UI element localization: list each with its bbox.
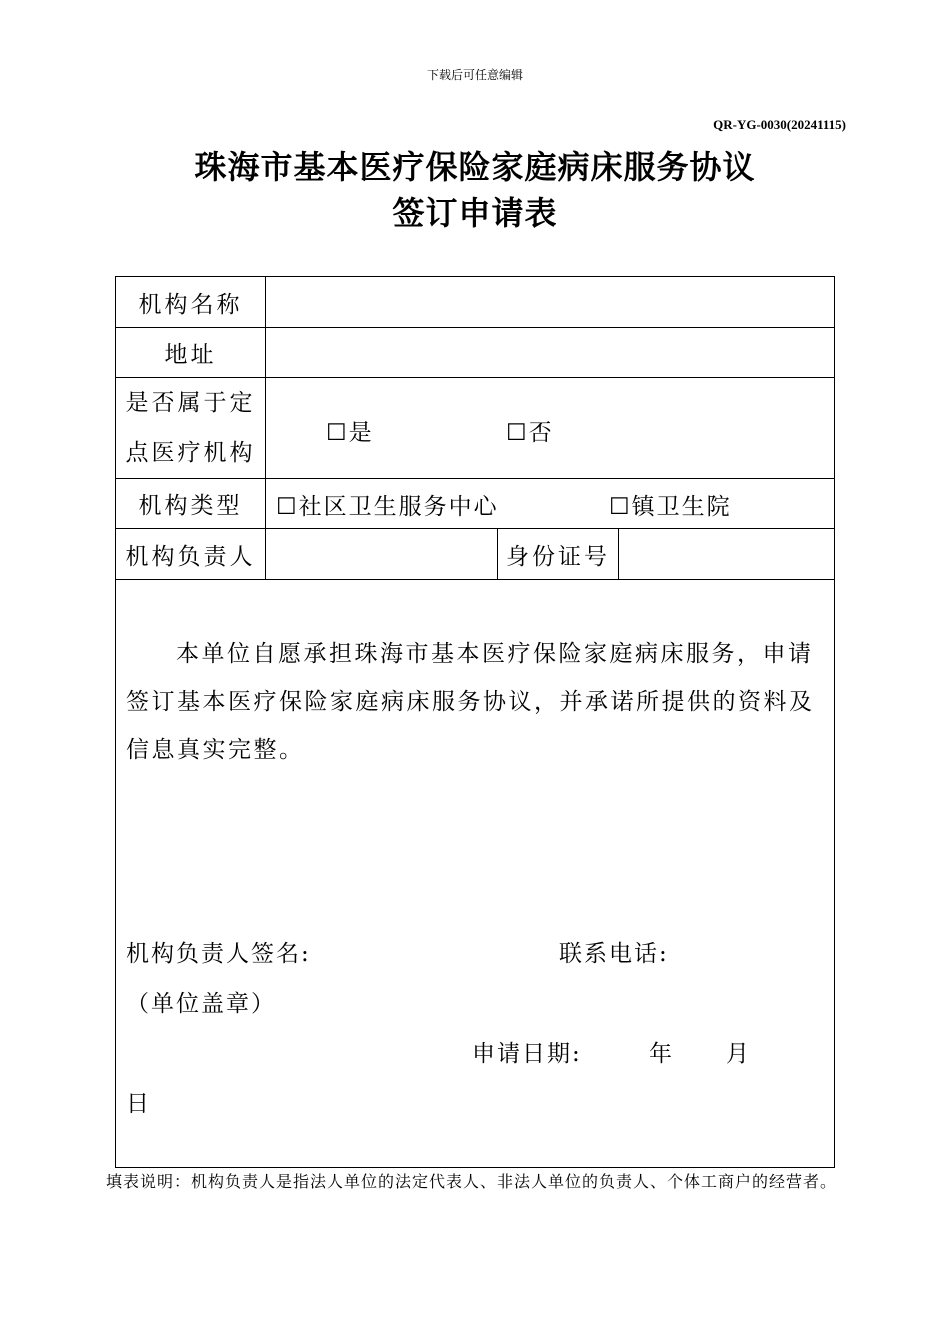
date-label: 申请日期:: [472, 1041, 582, 1067]
address-label: 地址: [164, 342, 217, 368]
org-type-label: 机构类型: [138, 493, 243, 519]
declaration-text: [126, 630, 826, 774]
town-hospital-checkbox[interactable]: ☐镇卫生院: [609, 494, 732, 520]
designated-yes-checkbox[interactable]: ☐是: [326, 420, 374, 446]
id-number-label: 身份证号: [506, 543, 610, 570]
head-label: 机构负责人: [125, 543, 256, 570]
signature-label: 机构负责人签名:: [126, 941, 311, 967]
designated-label-line2: 点医疗机构: [125, 440, 256, 466]
org-name-label: 机构名称: [138, 291, 243, 318]
designated-label: [116, 378, 265, 478]
declaration-paragraph: 本单位自愿承担珠海市基本医疗保险家庭病床服务，申请签订基本医疗保险家庭病床服务协议，并承诺所提供的资料及信息真实完整。: [126, 641, 815, 763]
page-subtitle: 签订申请表: [392, 194, 558, 232]
community-health-center-checkbox[interactable]: ☐社区卫生服务中心: [276, 494, 499, 520]
page-title: 珠海市基本医疗保险家庭病床服务协议: [194, 148, 756, 186]
phone-label: 联系电话:: [559, 941, 669, 967]
head-field[interactable]: [266, 529, 497, 579]
footer-instructions: 填表说明：机构负责人是指法人单位的法定代表人、非法人单位的负责人、个体工商户的经营者。: [106, 1172, 838, 1191]
application-form: [115, 276, 835, 1168]
org-name-field[interactable]: [266, 277, 834, 327]
header-note: 下载后可任意编辑: [426, 68, 523, 82]
year-label: 年: [649, 1041, 674, 1067]
day-label: 日: [126, 1091, 151, 1117]
designated-label-line1: 是否属于定: [125, 390, 256, 416]
declaration-section: [116, 580, 834, 1167]
document-code: QR-YG-0030(20241115): [713, 117, 846, 132]
month-label: 月: [726, 1041, 751, 1067]
address-field[interactable]: [266, 328, 834, 377]
id-number-field[interactable]: [619, 529, 834, 579]
seal-label: （单位盖章）: [126, 991, 276, 1017]
designated-no-checkbox[interactable]: ☐否: [506, 420, 554, 446]
